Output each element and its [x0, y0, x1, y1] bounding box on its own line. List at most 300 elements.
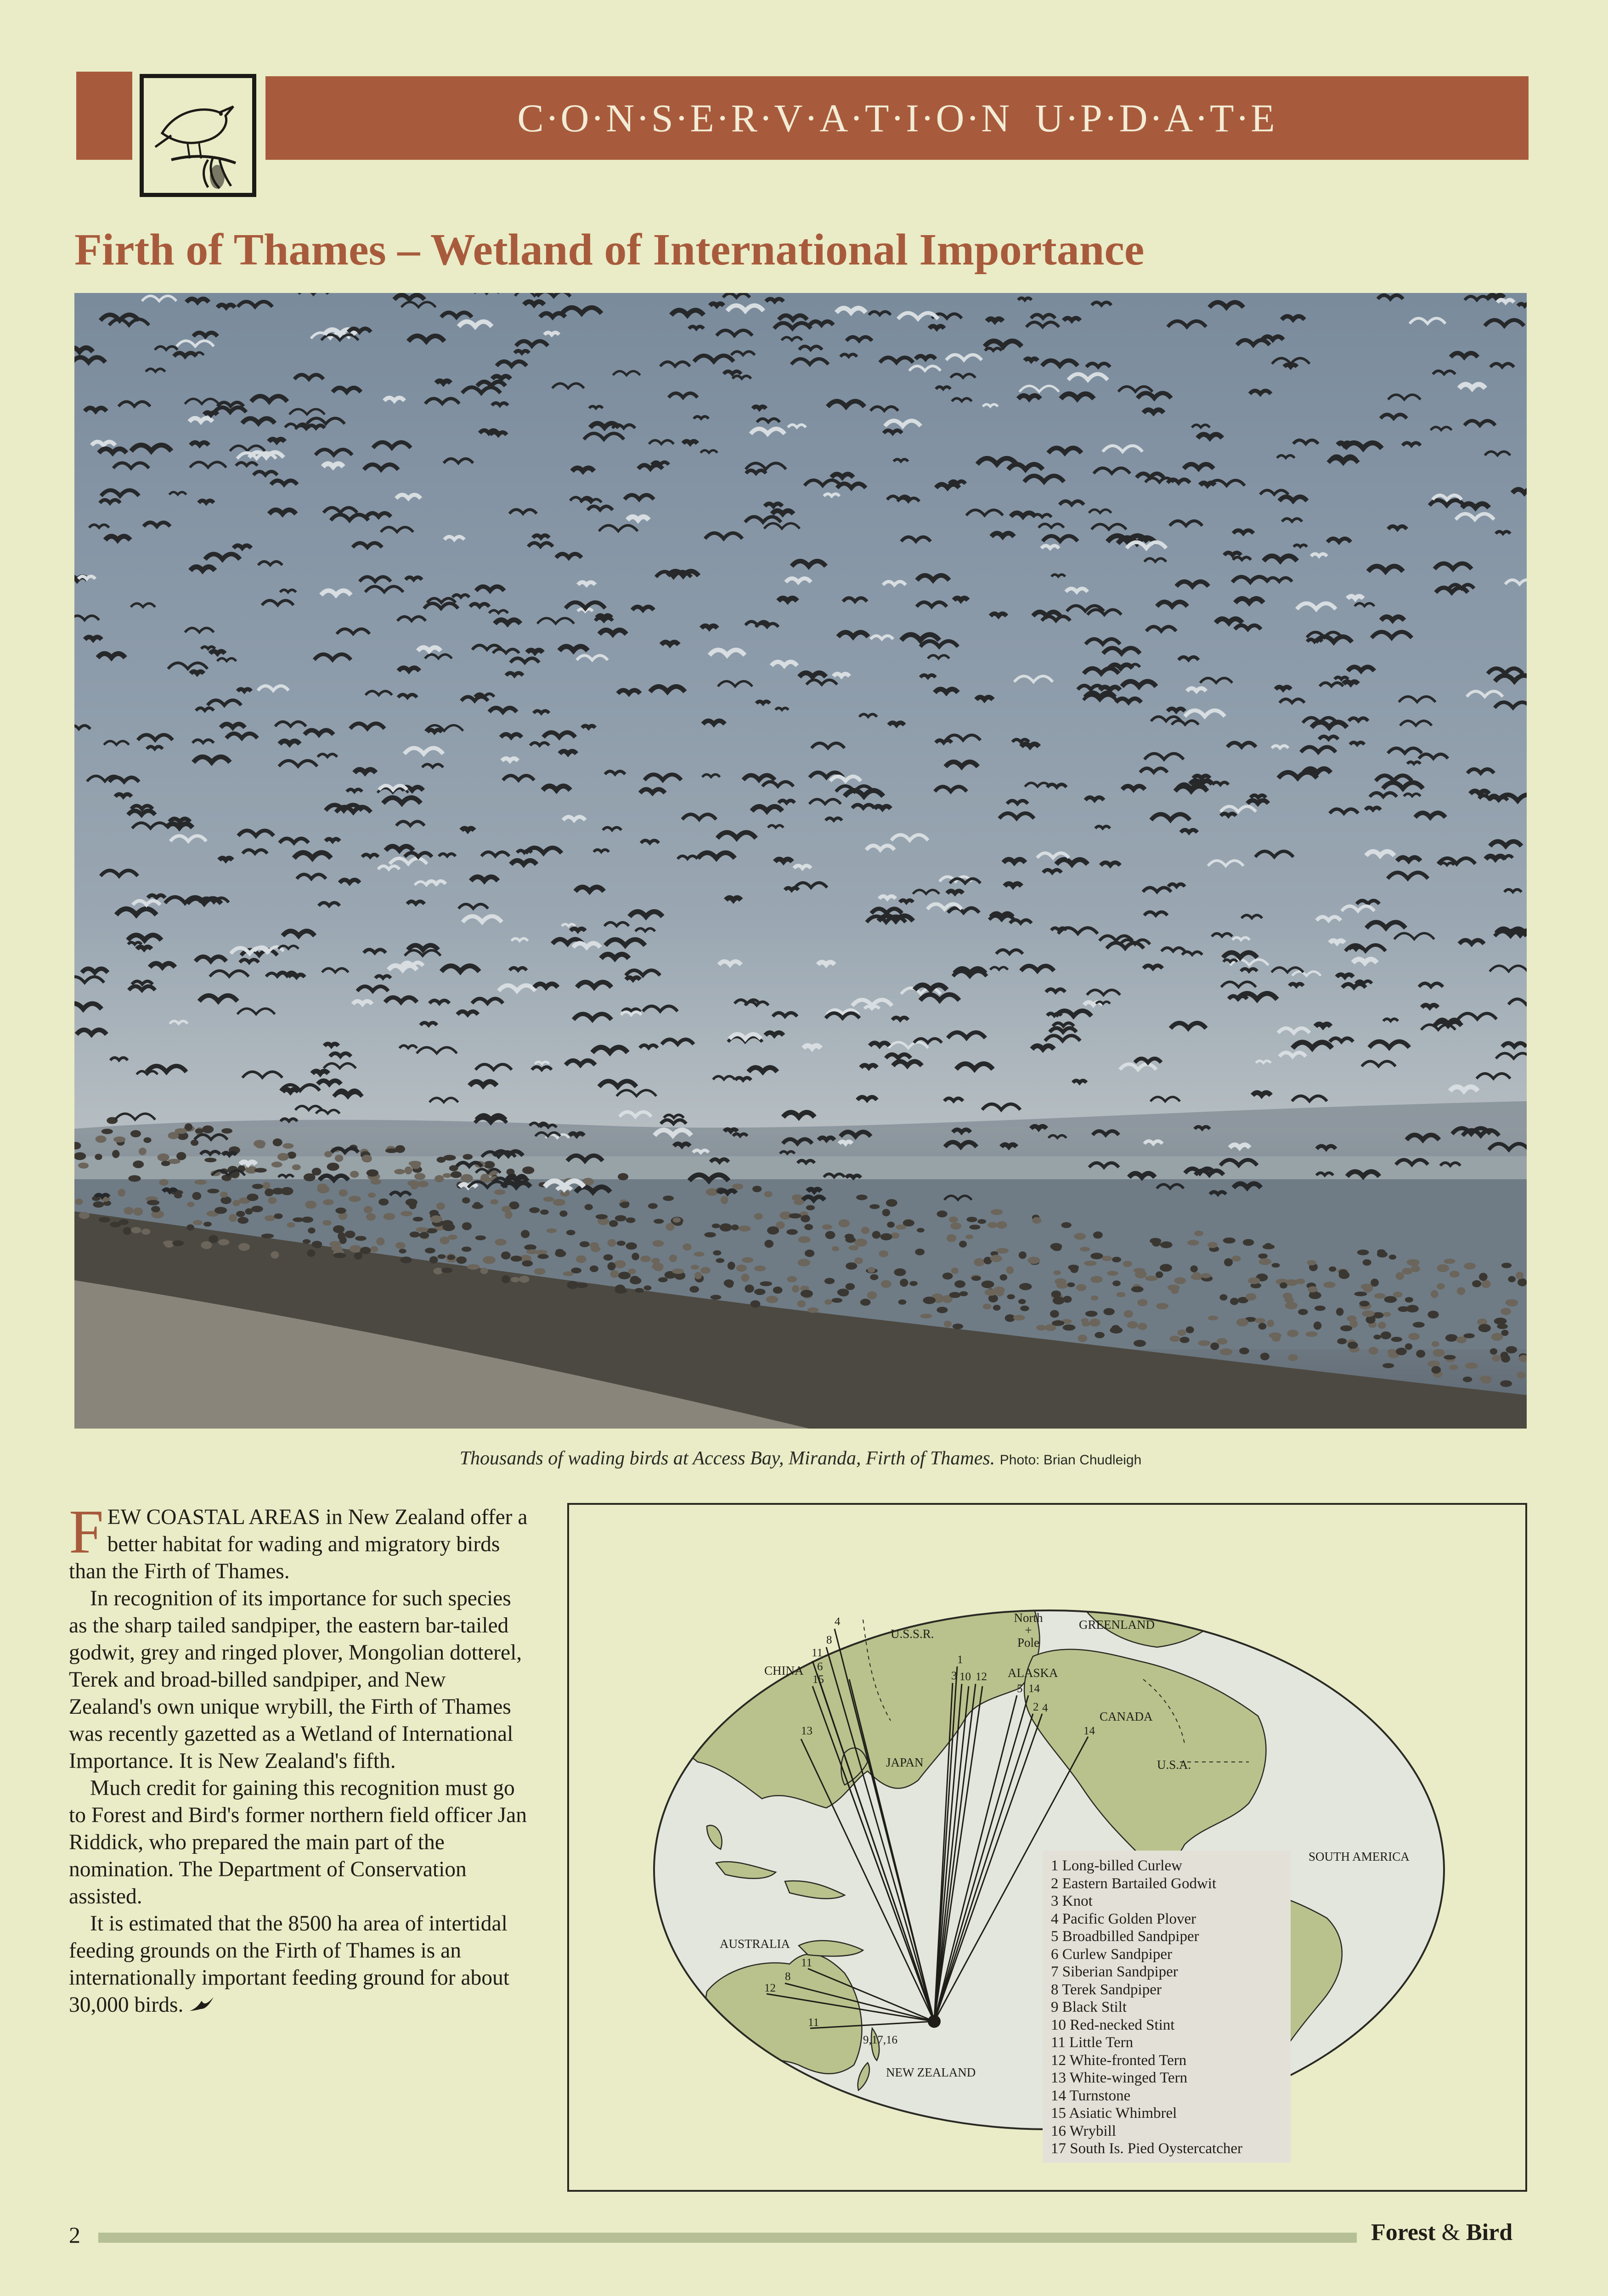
flying-bird: [1014, 676, 1053, 682]
flying-bird: [884, 430, 902, 433]
wading-bird: [1219, 1294, 1227, 1300]
flying-bird: [1419, 983, 1443, 987]
flying-bird: [935, 787, 967, 791]
flying-bird: [947, 891, 963, 893]
flying-bird: [693, 1150, 709, 1153]
flying-bird: [1505, 580, 1527, 584]
wading-bird: [801, 1290, 813, 1298]
wading-bird: [915, 1249, 925, 1255]
flying-bird: [492, 376, 511, 379]
flying-bird: [845, 790, 883, 796]
flying-bird: [661, 642, 679, 645]
flying-bird: [901, 635, 939, 640]
wading-bird: [1431, 1366, 1441, 1373]
wading-bird: [501, 1251, 511, 1259]
flying-bird: [74, 348, 93, 352]
flying-bird: [1431, 427, 1452, 430]
flying-bird: [870, 636, 893, 639]
flying-bird: [238, 302, 272, 307]
wading-bird: [419, 1232, 429, 1238]
flying-bird: [1436, 588, 1468, 593]
flying-bird: [396, 495, 421, 498]
flying-bird: [889, 723, 904, 725]
wading-bird: [1416, 1350, 1425, 1358]
flying-bird: [1049, 1028, 1076, 1032]
flying-bird: [929, 326, 944, 328]
flying-bird: [889, 1042, 928, 1048]
wading-bird: [860, 1299, 871, 1306]
flying-bird: [353, 543, 382, 547]
miranda-point: [928, 2015, 941, 2028]
flying-bird: [109, 777, 139, 782]
flying-bird: [1485, 451, 1510, 455]
flying-bird: [698, 853, 735, 858]
flying-bird: [635, 929, 655, 931]
wading-bird: [119, 1219, 129, 1225]
wading-bird: [462, 1247, 472, 1252]
wading-bird: [1432, 1341, 1439, 1347]
flying-bird: [386, 846, 413, 850]
flying-bird: [366, 691, 392, 695]
wading-bird: [792, 1194, 803, 1201]
flying-bird: [99, 449, 126, 453]
flying-bird: [1419, 754, 1448, 758]
wading-bird: [566, 1230, 575, 1235]
wading-bird: [292, 1165, 301, 1171]
wading-bird: [882, 1209, 891, 1216]
wading-bird: [350, 1245, 362, 1253]
flying-bird: [936, 484, 959, 488]
wading-bird: [1413, 1322, 1425, 1328]
map-point-label: 15: [812, 1673, 824, 1686]
wading-bird: [849, 1245, 859, 1250]
flying-bird: [279, 741, 299, 744]
flying-bird: [275, 722, 306, 726]
wading-bird: [99, 1217, 110, 1222]
wading-bird: [879, 1250, 888, 1257]
wading-bird: [1472, 1280, 1481, 1287]
wading-bird: [553, 1199, 566, 1206]
flying-bird: [1086, 363, 1110, 367]
flying-bird: [417, 1047, 457, 1053]
flying-bird: [223, 1153, 236, 1155]
flying-bird: [977, 458, 1017, 464]
wading-bird: [1362, 1311, 1375, 1317]
wading-bird: [990, 1255, 1002, 1262]
flying-bird: [733, 376, 751, 378]
flying-bird: [1018, 298, 1032, 300]
flying-bird: [262, 600, 293, 605]
flying-bird: [717, 833, 756, 838]
wading-bird: [567, 1281, 578, 1289]
wading-bird: [1340, 1325, 1352, 1331]
wading-bird: [1127, 1321, 1138, 1328]
flying-bird: [1490, 364, 1514, 367]
flying-bird: [724, 371, 741, 374]
wading-bird: [413, 1217, 423, 1221]
flying-bird: [1508, 999, 1527, 1005]
wading-bird: [1179, 1337, 1190, 1343]
wading-bird: [1190, 1266, 1198, 1272]
wading-bird: [1308, 1286, 1318, 1293]
flying-bird: [1337, 974, 1353, 977]
map-point-label: 8: [785, 1970, 791, 1983]
flying-bird: [489, 708, 517, 712]
wading-bird: [335, 1208, 346, 1214]
wading-bird: [898, 1300, 907, 1305]
flying-bird: [805, 480, 841, 486]
flying-bird: [146, 369, 165, 371]
flying-bird: [1311, 554, 1327, 556]
flying-bird: [1462, 504, 1489, 508]
flying-bird: [401, 302, 436, 307]
flying-bird: [360, 577, 391, 581]
wading-bird: [752, 1186, 762, 1192]
map-point-label: 14: [1028, 1683, 1040, 1695]
wading-bird: [742, 1257, 753, 1263]
map-point-label: 12: [976, 1671, 987, 1683]
wading-bird: [1160, 1264, 1172, 1272]
flying-bird: [1170, 521, 1202, 526]
flying-bird: [148, 895, 165, 898]
wading-bird: [1396, 1348, 1407, 1355]
wading-bird: [495, 1239, 506, 1246]
wading-bird: [832, 1298, 842, 1303]
flying-bird: [990, 613, 1006, 616]
flying-bird: [1085, 639, 1120, 644]
wading-bird: [1516, 1272, 1523, 1279]
flying-bird: [1496, 1053, 1527, 1059]
wading-bird: [1123, 1261, 1132, 1267]
map-point-label: 11: [812, 1647, 823, 1659]
wading-bird: [1239, 1347, 1249, 1354]
flying-bird: [515, 351, 529, 353]
flying-bird: [1122, 681, 1157, 687]
wading-bird: [797, 1300, 806, 1307]
wading-bird: [1478, 1324, 1491, 1332]
flying-bird: [1038, 524, 1064, 528]
flying-bird: [78, 576, 95, 579]
flying-bird: [350, 723, 384, 728]
wading-bird: [1365, 1316, 1375, 1323]
wading-bird: [1271, 1263, 1280, 1267]
wading-bird: [1388, 1349, 1397, 1355]
flying-bird: [243, 850, 267, 854]
wading-bird: [1243, 1239, 1254, 1246]
flying-bird: [1330, 1038, 1353, 1042]
flying-bird: [953, 1130, 970, 1132]
wading-bird: [236, 1211, 245, 1217]
flying-bird: [1118, 387, 1152, 392]
wading-bird: [1080, 1247, 1090, 1251]
map-point-label: 8: [826, 1634, 832, 1646]
wading-bird: [1402, 1268, 1412, 1275]
wading-bird: [1494, 1317, 1507, 1324]
flying-bird: [1518, 304, 1527, 306]
flying-bird: [128, 935, 161, 940]
wading-bird: [333, 1225, 344, 1233]
flying-bird: [768, 825, 784, 827]
flying-bird: [510, 658, 539, 662]
article-title: Firth of Thames – Wetland of International Importance: [74, 225, 1145, 275]
wading-bird: [400, 1256, 412, 1263]
flying-bird: [96, 1195, 109, 1197]
wading-bird: [271, 1251, 279, 1259]
legend-item: 16 Wrybill: [1051, 2122, 1116, 2139]
flying-bird: [1349, 718, 1368, 721]
wading-bird: [430, 1216, 442, 1223]
wading-bird: [1500, 1380, 1512, 1387]
flying-bird: [1278, 1028, 1309, 1033]
flying-bird: [436, 381, 451, 383]
wading-bird: [663, 1196, 674, 1201]
flying-bird: [333, 388, 361, 392]
wading-bird: [861, 1227, 869, 1234]
wading-bird: [1112, 1257, 1121, 1262]
flying-bird: [155, 346, 178, 349]
flying-bird: [1144, 1141, 1162, 1144]
flying-bird: [875, 806, 891, 809]
flying-bird: [1181, 830, 1197, 832]
wading-bird: [1444, 1259, 1455, 1264]
wading-bird: [608, 1262, 616, 1271]
flying-bird: [870, 407, 898, 411]
flying-bird: [1488, 669, 1523, 674]
wading-bird: [1373, 1334, 1381, 1339]
wading-bird: [917, 1228, 925, 1232]
flying-bird: [509, 510, 536, 514]
flying-bird: [364, 465, 398, 470]
wading-bird: [128, 1175, 141, 1182]
wading-bird: [824, 1299, 832, 1305]
wading-bird: [451, 1171, 462, 1178]
flying-bird: [305, 730, 333, 734]
flying-bird: [322, 968, 348, 973]
flying-bird: [1496, 531, 1510, 534]
flying-bird: [913, 890, 939, 894]
flying-bird: [82, 969, 108, 973]
flying-bird: [185, 628, 214, 632]
flying-bird: [1025, 359, 1038, 360]
flying-bird: [542, 786, 570, 790]
flying-bird: [778, 598, 797, 601]
wading-bird: [1131, 1286, 1144, 1292]
flying-bird: [917, 602, 947, 607]
wading-bird: [854, 1238, 867, 1247]
wading-bird: [652, 1240, 664, 1247]
wading-bird: [448, 1235, 457, 1240]
wading-bird: [461, 1174, 473, 1182]
wading-bird: [172, 1240, 184, 1246]
wading-bird: [273, 1138, 282, 1146]
flying-bird: [1146, 627, 1176, 631]
wading-bird: [706, 1188, 718, 1196]
flying-bird: [528, 543, 553, 546]
flying-bird: [1280, 1052, 1306, 1057]
wading-bird: [1186, 1326, 1194, 1333]
flying-bird: [337, 629, 370, 634]
flying-bird: [493, 649, 519, 653]
flying-bird: [1292, 972, 1320, 976]
flying-bird: [1370, 793, 1397, 797]
flying-bird: [137, 947, 152, 949]
flying-bird: [1103, 446, 1143, 452]
flying-bird: [1289, 984, 1303, 986]
wading-bird: [1052, 1320, 1064, 1326]
legend-item: 13 White-winged Tern: [1051, 2070, 1188, 2086]
wading-bird: [1198, 1340, 1210, 1346]
flying-bird: [258, 562, 282, 565]
legend-item: 7 Siberian Sandpiper: [1051, 1964, 1178, 1980]
wading-bird: [1382, 1363, 1394, 1368]
flying-bird: [113, 463, 149, 468]
wading-bird: [256, 1143, 265, 1148]
flying-bird: [1256, 1061, 1271, 1063]
wading-bird: [965, 1234, 973, 1239]
map-point-label: 1: [957, 1654, 963, 1666]
legend-item: 14 Turnstone: [1051, 2087, 1131, 2104]
legend-item: 10 Red-necked Stint: [1051, 2016, 1175, 2033]
flying-bird: [364, 950, 386, 953]
wading-bird: [1490, 1348, 1497, 1355]
wading-bird: [1389, 1255, 1396, 1260]
flying-bird: [1319, 737, 1338, 739]
wading-bird: [867, 1291, 877, 1300]
wading-bird: [1408, 1333, 1420, 1340]
wading-bird: [161, 1161, 170, 1166]
flying-bird: [1459, 384, 1485, 388]
flying-bird: [1330, 809, 1358, 813]
wading-bird: [1307, 1260, 1316, 1266]
flying-bird: [1103, 648, 1140, 653]
wading-bird: [395, 1242, 406, 1249]
flying-bird: [444, 459, 473, 463]
wading-bird: [1124, 1310, 1133, 1317]
wading-bird: [131, 1227, 141, 1233]
flying-bird: [1348, 667, 1374, 671]
flying-bird: [1208, 861, 1243, 866]
wading-bird: [1501, 1308, 1511, 1315]
wading-bird: [1007, 1294, 1015, 1299]
flying-bird: [1342, 984, 1365, 988]
flying-bird: [1195, 1127, 1210, 1129]
wading-bird: [1306, 1331, 1318, 1337]
flying-bird: [441, 313, 472, 317]
flying-bird: [735, 1078, 751, 1080]
wading-bird: [456, 1256, 467, 1264]
flying-bird: [323, 464, 344, 467]
wading-bird: [414, 1173, 425, 1180]
flying-bird: [192, 740, 214, 743]
wading-bird: [1378, 1322, 1386, 1328]
flying-bird: [240, 1162, 256, 1164]
wading-bird: [635, 1288, 644, 1293]
wading-bird: [846, 1262, 857, 1270]
wading-bird: [331, 1246, 343, 1251]
flying-bird: [1127, 542, 1166, 548]
flying-bird: [459, 321, 492, 326]
wading-bird: [367, 1170, 378, 1177]
flying-bird: [1012, 739, 1029, 742]
wading-bird: [1013, 1315, 1025, 1321]
flying-bird: [1260, 490, 1288, 495]
flying-bird: [418, 647, 441, 651]
flying-bird: [671, 310, 704, 315]
wading-bird: [102, 1129, 113, 1134]
wading-bird: [1383, 1312, 1391, 1317]
flying-bird: [1151, 814, 1190, 820]
wading-bird: [996, 1221, 1007, 1228]
wading-bird: [1381, 1332, 1391, 1339]
flying-bird: [946, 355, 982, 360]
flying-bird: [1187, 688, 1206, 691]
flying-bird: [74, 357, 105, 362]
wading-bird: [1090, 1253, 1103, 1259]
label-china: CHINA: [764, 1664, 804, 1677]
flying-bird: [384, 398, 404, 401]
flying-bird: [694, 416, 709, 419]
flying-bird: [133, 901, 160, 905]
flying-bird: [1045, 1035, 1080, 1041]
flying-bird: [894, 459, 908, 461]
wading-bird: [1018, 1299, 1026, 1304]
flying-bird: [297, 874, 326, 879]
wading-bird: [792, 1285, 799, 1293]
wading-bird: [1445, 1334, 1458, 1341]
flying-bird: [397, 617, 426, 621]
flying-bird: [427, 730, 442, 732]
flying-bird: [1388, 526, 1407, 529]
wading-bird: [1517, 1372, 1525, 1379]
map-point-label: 11: [801, 1957, 812, 1969]
wading-bird: [807, 1307, 819, 1313]
flying-bird: [799, 673, 826, 677]
wading-bird: [658, 1277, 668, 1283]
wading-bird: [79, 1212, 90, 1219]
wading-bird: [977, 1219, 986, 1224]
wading-bird: [1501, 1263, 1512, 1268]
wading-bird: [502, 1275, 510, 1283]
wading-bird: [1138, 1323, 1147, 1330]
wading-bird: [158, 1154, 169, 1161]
wading-bird: [1210, 1342, 1219, 1350]
wading-bird: [1027, 1257, 1040, 1264]
wading-bird: [1405, 1297, 1413, 1303]
wading-bird: [880, 1233, 892, 1240]
wading-bird: [1255, 1318, 1265, 1323]
flying-bird: [794, 866, 811, 868]
wading-bird: [133, 1207, 143, 1216]
wading-bird: [1437, 1283, 1445, 1289]
wading-bird: [632, 1253, 639, 1261]
flying-bird: [1293, 545, 1307, 546]
wading-bird: [1259, 1258, 1271, 1265]
wading-bird: [112, 1150, 119, 1158]
flying-bird: [1168, 884, 1185, 886]
flying-bird: [577, 982, 611, 987]
banner-accent-block: [76, 72, 132, 160]
wading-bird: [798, 1236, 811, 1243]
flying-bird: [1489, 798, 1507, 800]
wading-bird: [949, 1292, 961, 1298]
flying-bird: [406, 577, 422, 580]
wading-bird: [133, 1160, 144, 1168]
flying-bird: [891, 835, 928, 840]
wading-bird: [937, 1307, 948, 1313]
flying-bird: [1185, 710, 1224, 716]
wading-bird: [1323, 1282, 1336, 1288]
wading-bird: [463, 1154, 473, 1159]
